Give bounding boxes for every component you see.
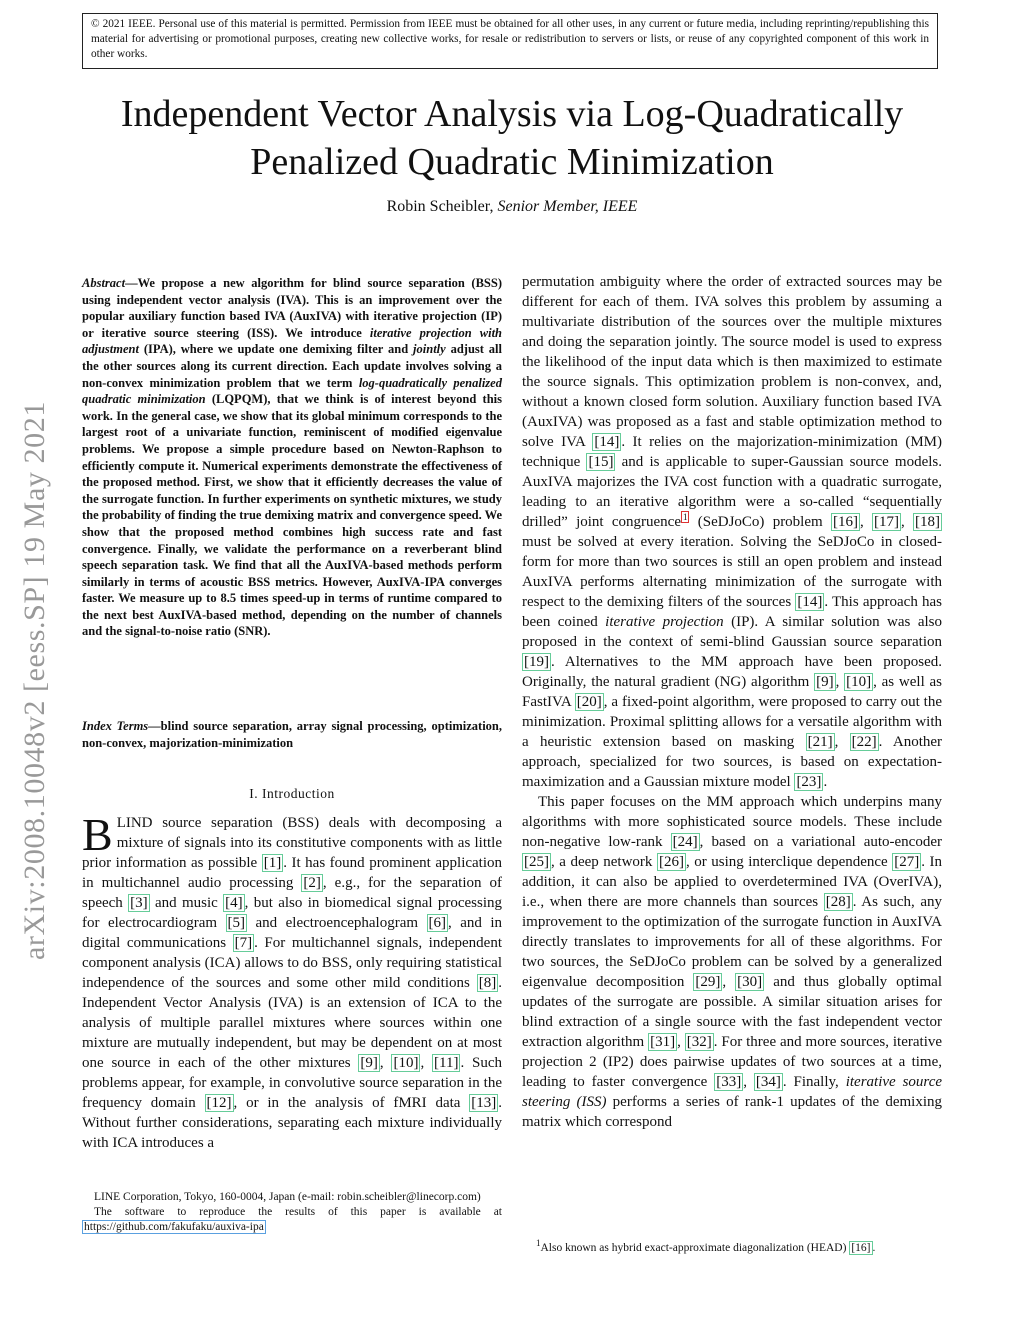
author-line bbox=[0, 198, 1024, 216]
intro-text: . Independent Vector Analysis (IVA) is an extension of ICA to the analysis of multiple parallel mixtures where sources within one mixture are mutually independent, but may be dependent on at most one source in each of the other mixtures bbox=[82, 975, 502, 1071]
title-line-2: Penalized Quadratic Minimization bbox=[250, 141, 774, 183]
author-name: Robin Scheibler, bbox=[386, 198, 494, 215]
citation-link[interactable]: [6] bbox=[428, 915, 446, 931]
body-text: , bbox=[835, 674, 845, 690]
body-text: and is applicable to super-Gaussian source models. AuxIVA majorizes the IVA cost function with a quadratic surrogate, leading to an iterative algorithm were a so-called “sequentially drilled” joint congruence bbox=[522, 454, 942, 530]
abstract bbox=[82, 275, 502, 640]
body-text: . In addition, it can also be applied to overdetermined IVA (OverIVA), i.e., when there are more channels than sources bbox=[522, 854, 942, 910]
abstract-ipa-term: iterative projection with adjustment bbox=[82, 325, 502, 357]
body-text: , bbox=[743, 1074, 754, 1090]
intro-text: , and in digital communications bbox=[82, 915, 502, 951]
intro-text: and electroencephalogram bbox=[247, 915, 427, 931]
body-text: , bbox=[859, 514, 872, 530]
body-text: , or using interclique dependence bbox=[685, 854, 893, 870]
body-text: (SeDJoCo) problem bbox=[689, 514, 831, 530]
body-text: . For three and more sources, iterative projection 2 (IP2) does pairwise updates of two sources at a time, leading to faster convergence bbox=[522, 1034, 943, 1090]
index-terms-text: —blind source separation, array signal processing, optimization, non-convex, majorization-minimization bbox=[82, 719, 502, 750]
citation-link[interactable]: [14] bbox=[594, 434, 620, 450]
intro-text: . It has found prominent application in multichannel audio processing bbox=[82, 855, 503, 891]
citation-link[interactable]: [30] bbox=[737, 974, 763, 990]
citation-link[interactable]: [26] bbox=[658, 854, 684, 870]
intro-text: , but also in biomedical signal processing for electrocardiogram bbox=[82, 895, 503, 931]
citation-link[interactable]: [21] bbox=[807, 734, 833, 750]
body-text: . Finally, bbox=[782, 1074, 846, 1090]
body-text: , bbox=[900, 514, 914, 530]
abstract-text: (IPA), where we update one demixing filter and bbox=[138, 342, 414, 357]
title-line-1: Independent Vector Analysis via Log-Quadratically bbox=[120, 93, 904, 135]
footnote-text: . bbox=[872, 1241, 876, 1254]
citation-link[interactable]: [27] bbox=[894, 854, 920, 870]
software-footnote bbox=[82, 1205, 502, 1235]
body-text: . It relies on the majorization-minimization (MM) technique bbox=[522, 434, 942, 470]
intro-text: . Without further considerations, separating each mixture individually with ICA introduces a bbox=[82, 1095, 502, 1151]
body-text: . Alternatives to the MM approach have been proposed. Originally, the natural gradient (NG) algorithm bbox=[522, 654, 942, 690]
intro-text: LIND source separation (BSS) deals with decomposing a mixture of signals into its constitutive components with as little prior information as possible bbox=[82, 815, 502, 871]
intro-text: . Such problems appear, for example, in convolutive source separation in the frequency domain bbox=[82, 1055, 502, 1111]
abstract-jointly: jointly bbox=[413, 342, 446, 357]
citation-link[interactable]: [34] bbox=[755, 1074, 781, 1090]
right-footnote bbox=[522, 1236, 942, 1256]
citation-link[interactable]: [11] bbox=[434, 1055, 459, 1071]
dropcap: B bbox=[82, 809, 113, 860]
citation-link[interactable]: [5] bbox=[227, 915, 246, 931]
citation-link[interactable]: [31] bbox=[650, 1034, 676, 1050]
left-footnotes bbox=[82, 1190, 502, 1235]
intro-text: . For multichannel signals, independent component analysis (ICA) allows to do BSS, only requiring statistical independence of the sources and some other mild conditions bbox=[82, 935, 502, 991]
body-text: . Another approach, specialized for two sources, is based on expectation-maximization and a Gaussian mixture model bbox=[522, 734, 943, 790]
body-text: . This approach has been coined bbox=[522, 594, 942, 630]
citation-link[interactable]: [23] bbox=[796, 774, 822, 790]
index-terms-lead: Index Terms bbox=[82, 719, 149, 733]
iss-term: iterative source steering (ISS) bbox=[522, 1074, 943, 1110]
author-affiliation: Senior Member, IEEE bbox=[497, 198, 638, 215]
body-text: performs a series of rank-1 updates of the demixing matrix which correspond bbox=[522, 1094, 943, 1130]
citation-link[interactable]: [22] bbox=[851, 734, 877, 750]
citation-link[interactable]: [8] bbox=[478, 975, 497, 991]
citation-link[interactable]: [29] bbox=[695, 974, 721, 990]
footnote-marker[interactable]: 1 bbox=[682, 512, 688, 522]
citation-link[interactable]: [10] bbox=[846, 674, 872, 690]
software-text: The software to reproduce the results of this paper is available at bbox=[94, 1206, 502, 1218]
index-terms bbox=[82, 718, 502, 751]
abstract-text: —We propose a new algorithm for blind source separation (BSS) using independent vector analysis (IVA). This is an improvement over the popular auxiliary function based IVA (AuxIVA) with iterative projection (IP) or iterative source steering (ISS). We introduce bbox=[82, 276, 502, 340]
right-paragraph-2 bbox=[522, 792, 942, 1132]
citation-link[interactable]: [1] bbox=[263, 855, 282, 871]
citation-link[interactable]: [19] bbox=[524, 654, 549, 670]
citation-link[interactable]: [2] bbox=[303, 875, 321, 891]
citation-link[interactable]: [18] bbox=[915, 514, 941, 530]
citation-link[interactable]: [25] bbox=[524, 854, 549, 870]
footnote-text: Also known as hybrid exact-approximate diagonalization (HEAD) bbox=[540, 1241, 850, 1254]
copyright-notice bbox=[82, 13, 938, 69]
citation-link[interactable]: [32] bbox=[686, 1034, 712, 1050]
section-heading: I. Introduction bbox=[249, 786, 335, 801]
body-text: , bbox=[834, 734, 850, 750]
affiliation-footnote: LINE Corporation, Tokyo, 160-0004, Japan (e-mail: robin.scheibler@linecorp.com) bbox=[94, 1191, 481, 1203]
software-link[interactable]: https://github.com/fakufaku/auxiva-ipa bbox=[84, 1221, 264, 1233]
citation-link[interactable]: [9] bbox=[360, 1055, 378, 1071]
intro-text: and music bbox=[149, 895, 224, 911]
body-text: permutation ambiguity where the order of extracted sources may be different for each of them. IVA solves this problem by assuming a multivariate distribution of the sources over the multiple mixtures and doing the separation jointly. The source model is used to express the likelihood of the input data which is then maximized to estimate the source signals. This optimization problem is non-convex, and, without a known closed form solution. Auxiliary function based IVA (AuxIVA) was proposed as a fast and stable optimization method to solve IVA bbox=[522, 274, 942, 450]
abstract-lqpqm-term: log-quadratically penalized quadratic minimization bbox=[82, 375, 502, 407]
body-text: , a deep network bbox=[551, 854, 657, 870]
citation-link[interactable]: [13] bbox=[471, 1095, 497, 1111]
body-text: , bbox=[722, 974, 736, 990]
abstract-text: adjust all the other sources along its current direction. Each update involves solving a non-convex minimization problem that we term bbox=[82, 342, 502, 390]
citation-link[interactable]: [10] bbox=[393, 1055, 419, 1071]
body-text: This paper focuses on the MM approach which underpins many algorithms with more sophisticated source models. These include non-negative low-rank bbox=[522, 794, 942, 850]
citation-link[interactable]: [15] bbox=[588, 454, 614, 470]
body-text: and thus globally optimal updates of the surrogate are possible. A similar situation arises for blind extraction of a single source with the fast independent vector extraction algorithm bbox=[522, 974, 942, 1050]
citation-link[interactable]: [9] bbox=[816, 674, 834, 690]
arxiv-id: arXiv:2008.10048v2 [eess.SP] 19 May 2021 bbox=[18, 401, 51, 960]
citation-link[interactable]: [16] bbox=[851, 1241, 871, 1254]
body-text: (IP). A similar solution was also proposed in the context of semi-blind Gaussian source separation bbox=[522, 614, 942, 650]
body-text: . bbox=[823, 774, 828, 790]
citation-link[interactable]: [17] bbox=[873, 514, 899, 530]
body-text: , based on a variational auto-encoder bbox=[699, 834, 942, 850]
abstract-lead: Abstract bbox=[82, 276, 126, 290]
copyright-text: © 2021 IEEE. Personal use of this material is permitted. Permission from IEEE must be obtained for all other uses, in any current or future media, including reprinting/republishing this material for advertising or promotional purposes, creating new collective works, for resale or redistribution to servers or lists, or reuse of any copyrighted component of this work in other works. bbox=[91, 18, 929, 60]
citation-link[interactable]: [24] bbox=[672, 834, 698, 850]
citation-link[interactable]: [33] bbox=[716, 1074, 742, 1090]
ip-term: iterative projection bbox=[605, 614, 724, 630]
abstract-text: (LQPQM), that we think is of interest beyond this work. In the general case, we show that its global minimum corresponds to the largest root of a univariate function, reminiscent of modified eigenvalue problems. We propose a simple procedure based on Newton-Raphson to efficiently compute it. Numerical experiments demonstrate the effectiveness of the proposed method. First, we show that it efficiently decreases the value of the surrogate function. In further experiments on synthetic mixtures, we study the probability of finding the true demixing matrix and convergence speed. We show that the proposed method combines high success rate and fast convergence. Finally, we validate the performance on a reverberant blind speech separation task. We find that all the AuxIVA-based methods perform similarly in terms of acoustic BSS metrics. However, AuxIVA-IPA converges faster. We measure up to 8.5 times speed-up in terms of runtime compared to the next best AuxIVA-based method, depending on the number of channels and the signal-to-noise ratio (SNR). bbox=[82, 392, 502, 639]
paper-title bbox=[0, 90, 1024, 186]
right-paragraph-1 bbox=[522, 272, 942, 792]
body-text: , as well as FastIVA bbox=[522, 674, 942, 710]
intro-text: , or in the analysis of fMRI data bbox=[233, 1095, 470, 1111]
right-column-body bbox=[522, 272, 942, 1132]
intro-text: , e.g., for the separation of speech bbox=[82, 875, 502, 911]
citation-link[interactable]: [14] bbox=[797, 594, 823, 610]
footnote-number: 1 bbox=[536, 1238, 541, 1248]
citation-link[interactable]: [3] bbox=[130, 895, 148, 911]
citation-link[interactable]: [20] bbox=[576, 694, 602, 710]
citation-link[interactable]: [7] bbox=[234, 935, 253, 951]
citation-link[interactable]: [28] bbox=[825, 894, 851, 910]
body-text: . As such, any improvement to the optimization of the surrogate function in AuxIVA directly translates to improvements for all of these algorithms. For two sources, the SeDJoCo problem can be solved by a generalized eigenvalue decomposition bbox=[522, 894, 942, 990]
intro-paragraph bbox=[82, 809, 503, 1153]
citation-link[interactable]: [12] bbox=[206, 1095, 232, 1111]
body-text: , a fixed-point algorithm, were proposed to carry out the minimization. Proximal splitting allows for a versatile algorithm with a heuristic extension based on masking bbox=[522, 694, 943, 750]
citation-link[interactable]: [16] bbox=[832, 514, 858, 530]
intro-text: , bbox=[420, 1055, 433, 1071]
body-text: must be solved at every iteration. Solving the SeDJoCo in closed-form for more than two sources is still an open problem and instead AuxIVA performs alternating minimization of the surrogate with respect to the demixing filters of the sources bbox=[522, 534, 942, 610]
intro-text: , bbox=[379, 1055, 392, 1071]
citation-link[interactable]: [4] bbox=[225, 895, 243, 911]
body-text: , bbox=[677, 1034, 685, 1050]
